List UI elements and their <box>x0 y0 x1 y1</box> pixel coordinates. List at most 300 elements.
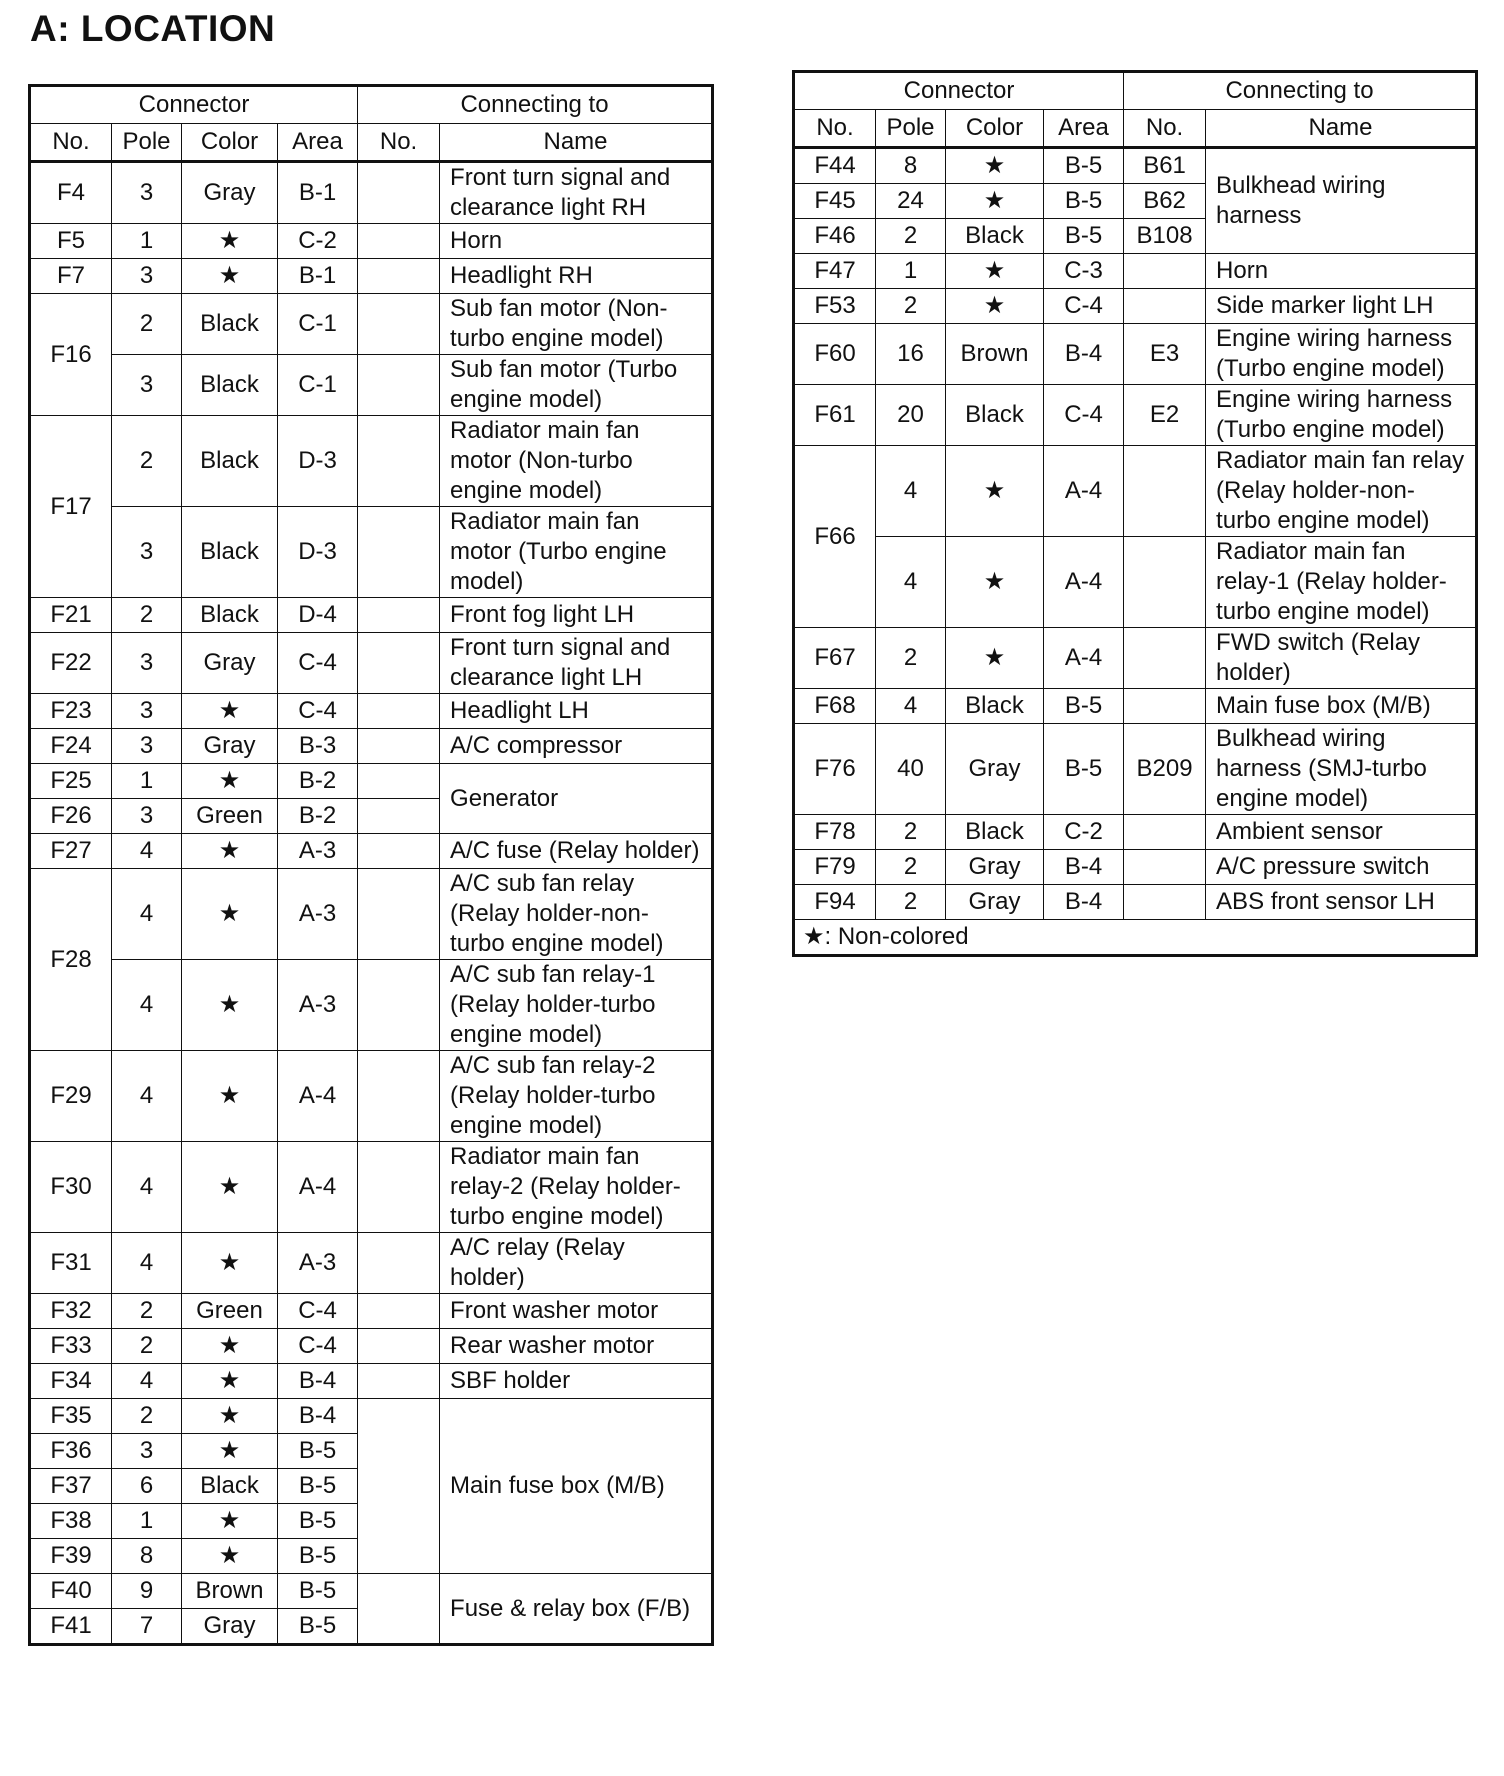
table-row <box>30 729 713 764</box>
color: ★ <box>182 1434 278 1469</box>
pole: 3 <box>112 1434 182 1469</box>
color: ★ <box>182 1329 278 1364</box>
area: C-2 <box>1044 815 1124 850</box>
table-row <box>30 869 713 960</box>
connector-no: F27 <box>30 834 112 869</box>
connector-no: F78 <box>794 815 876 850</box>
area: B-5 <box>1044 184 1124 219</box>
conn-no <box>358 694 440 729</box>
conn-no <box>358 869 440 960</box>
connector-no: F40 <box>30 1574 112 1609</box>
connector-no: F25 <box>30 764 112 799</box>
pole: 3 <box>112 729 182 764</box>
connecting-name: A/C pressure switch <box>1206 850 1477 885</box>
area: A-4 <box>278 1142 358 1233</box>
pole: 3 <box>112 507 182 598</box>
color: Black <box>946 815 1044 850</box>
connector-table-left <box>28 84 714 1646</box>
connecting-name: A/C relay (Relay holder) <box>440 1233 713 1294</box>
connecting-name: Bulkhead wiring harness (SMJ-turbo engine model) <box>1206 724 1477 815</box>
color: ★ <box>182 834 278 869</box>
connector-no: F4 <box>30 162 112 224</box>
table-row <box>30 1233 713 1294</box>
table-row <box>30 1142 713 1233</box>
connector-no: F29 <box>30 1051 112 1142</box>
conn-no: E3 <box>1124 324 1206 385</box>
pole: 24 <box>876 184 946 219</box>
connecting-name: SBF holder <box>440 1364 713 1399</box>
conn-no: E2 <box>1124 385 1206 446</box>
connecting-name: Sub fan motor (Non-turbo engine model) <box>440 294 713 355</box>
conn-no <box>358 633 440 694</box>
color: ★ <box>946 254 1044 289</box>
color: ★ <box>946 628 1044 689</box>
conn-no-column-header: No. <box>358 124 440 162</box>
color: ★ <box>182 1233 278 1294</box>
conn-no <box>1124 537 1206 628</box>
table-row <box>794 537 1477 628</box>
pole: 3 <box>112 799 182 834</box>
connector-no: F28 <box>30 869 112 1051</box>
conn-no <box>358 1364 440 1399</box>
connecting-name: A/C sub fan relay-1 (Relay holder-turbo engine model) <box>440 960 713 1051</box>
connecting-to-group-header: Connecting to <box>1124 72 1477 110</box>
table-row <box>794 324 1477 385</box>
color: ★ <box>946 289 1044 324</box>
connector-no: F35 <box>30 1399 112 1434</box>
color: ★ <box>182 1539 278 1574</box>
connector-no: F34 <box>30 1364 112 1399</box>
pole: 1 <box>112 764 182 799</box>
area: B-2 <box>278 764 358 799</box>
area: D-4 <box>278 598 358 633</box>
conn-no <box>358 1233 440 1294</box>
pole: 2 <box>876 850 946 885</box>
color: Gray <box>182 1609 278 1645</box>
connecting-name: Ambient sensor <box>1206 815 1477 850</box>
pole: 3 <box>112 355 182 416</box>
color: Gray <box>182 729 278 764</box>
connecting-name: A/C compressor <box>440 729 713 764</box>
color: Gray <box>182 633 278 694</box>
area: B-5 <box>278 1469 358 1504</box>
table-row <box>30 259 713 294</box>
color: Green <box>182 799 278 834</box>
area: C-4 <box>278 633 358 694</box>
connecting-name: Headlight RH <box>440 259 713 294</box>
connector-no: F46 <box>794 219 876 254</box>
table-row <box>30 694 713 729</box>
connector-no: F61 <box>794 385 876 446</box>
pole: 4 <box>876 446 946 537</box>
area: B-5 <box>1044 148 1124 184</box>
color: ★ <box>182 694 278 729</box>
area: C-4 <box>278 1294 358 1329</box>
conn-no <box>358 1399 440 1574</box>
pole: 1 <box>112 1504 182 1539</box>
table-row <box>794 815 1477 850</box>
table-row <box>30 162 713 224</box>
area: A-4 <box>1044 628 1124 689</box>
table-row <box>794 628 1477 689</box>
connector-no: F53 <box>794 289 876 324</box>
conn-no <box>358 294 440 355</box>
table-row <box>30 960 713 1051</box>
area: A-4 <box>1044 446 1124 537</box>
connector-no: F30 <box>30 1142 112 1233</box>
connecting-name: Headlight LH <box>440 694 713 729</box>
area: C-4 <box>278 1329 358 1364</box>
connecting-name: Horn <box>440 224 713 259</box>
pole: 2 <box>876 289 946 324</box>
connector-no: F45 <box>794 184 876 219</box>
color: Gray <box>946 885 1044 920</box>
area: A-3 <box>278 834 358 869</box>
area-column-header: Area <box>1044 110 1124 148</box>
area: B-5 <box>278 1574 358 1609</box>
color: Black <box>946 219 1044 254</box>
connector-no: F67 <box>794 628 876 689</box>
connector-no: F79 <box>794 850 876 885</box>
area: B-1 <box>278 162 358 224</box>
pole: 2 <box>876 628 946 689</box>
connecting-name: FWD switch (Relay holder) <box>1206 628 1477 689</box>
table-row <box>794 724 1477 815</box>
color-column-header: Color <box>182 124 278 162</box>
pole: 1 <box>112 224 182 259</box>
color: ★ <box>182 960 278 1051</box>
color: ★ <box>182 764 278 799</box>
connector-no: F38 <box>30 1504 112 1539</box>
pole: 2 <box>112 1399 182 1434</box>
conn-no <box>1124 815 1206 850</box>
table-row <box>30 1399 713 1434</box>
connector-no: F23 <box>30 694 112 729</box>
connector-no: F22 <box>30 633 112 694</box>
pole: 4 <box>112 869 182 960</box>
conn-no <box>358 355 440 416</box>
conn-no <box>358 162 440 224</box>
connector-no: F76 <box>794 724 876 815</box>
conn-no <box>358 598 440 633</box>
connecting-name: Main fuse box (M/B) <box>1206 689 1477 724</box>
connecting-name: Radiator main fan relay-1 (Relay holder-turbo engine model) <box>1206 537 1477 628</box>
conn-no <box>1124 885 1206 920</box>
connecting-name: Front washer motor <box>440 1294 713 1329</box>
connecting-name: Radiator main fan relay-2 (Relay holder-turbo engine model) <box>440 1142 713 1233</box>
area: C-3 <box>1044 254 1124 289</box>
pole: 2 <box>112 294 182 355</box>
table-row <box>30 598 713 633</box>
connecting-name: Horn <box>1206 254 1477 289</box>
color: ★ <box>182 224 278 259</box>
area: A-3 <box>278 869 358 960</box>
pole: 9 <box>112 1574 182 1609</box>
table-row <box>794 689 1477 724</box>
name-column-header: Name <box>440 124 713 162</box>
table-row <box>30 1364 713 1399</box>
conn-no <box>1124 446 1206 537</box>
connecting-name: Engine wiring harness (Turbo engine model) <box>1206 324 1477 385</box>
color: ★ <box>946 184 1044 219</box>
area: D-3 <box>278 507 358 598</box>
color: Brown <box>946 324 1044 385</box>
pole-column-header: Pole <box>876 110 946 148</box>
table-row <box>30 1329 713 1364</box>
area: C-1 <box>278 355 358 416</box>
color: Black <box>946 385 1044 446</box>
connector-no: F7 <box>30 259 112 294</box>
conn-no <box>1124 289 1206 324</box>
area: B-4 <box>278 1399 358 1434</box>
connecting-name: Front turn signal and clearance light LH <box>440 633 713 694</box>
connecting-name: A/C fuse (Relay holder) <box>440 834 713 869</box>
connecting-name: Radiator main fan relay (Relay holder-non-turbo engine model) <box>1206 446 1477 537</box>
connecting-name-bulkhead: Bulkhead wiring harness <box>1206 148 1477 254</box>
pole: 2 <box>112 416 182 507</box>
connecting-name-generator: Generator <box>440 764 713 834</box>
connecting-name: A/C sub fan relay (Relay holder-non-turbo engine model) <box>440 869 713 960</box>
conn-no <box>358 416 440 507</box>
color: ★ <box>946 446 1044 537</box>
area: A-3 <box>278 1233 358 1294</box>
area: B-2 <box>278 799 358 834</box>
area: B-4 <box>1044 850 1124 885</box>
pole: 8 <box>876 148 946 184</box>
conn-no <box>1124 850 1206 885</box>
connecting-name: Front turn signal and clearance light RH <box>440 162 713 224</box>
connector-no: F41 <box>30 1609 112 1645</box>
area-column-header: Area <box>278 124 358 162</box>
area: C-4 <box>1044 385 1124 446</box>
connector-group-header: Connector <box>30 86 358 124</box>
connector-no: F31 <box>30 1233 112 1294</box>
pole: 3 <box>112 694 182 729</box>
page-title: A: LOCATION <box>30 8 276 49</box>
connector-no: F47 <box>794 254 876 289</box>
connecting-name: Radiator main fan motor (Non-turbo engine model) <box>440 416 713 507</box>
table-row <box>794 254 1477 289</box>
area: B-5 <box>1044 689 1124 724</box>
connector-no: F17 <box>30 416 112 598</box>
pole: 40 <box>876 724 946 815</box>
connector-no: F16 <box>30 294 112 416</box>
connector-no: F32 <box>30 1294 112 1329</box>
pole: 8 <box>112 1539 182 1574</box>
table-row <box>794 850 1477 885</box>
color: Black <box>182 598 278 633</box>
connector-no: F94 <box>794 885 876 920</box>
pole: 2 <box>876 815 946 850</box>
table-row <box>794 289 1477 324</box>
conn-no <box>358 507 440 598</box>
color: Black <box>182 1469 278 1504</box>
connecting-name: Sub fan motor (Turbo engine model) <box>440 355 713 416</box>
connecting-name-fuse-relay-box: Fuse & relay box (F/B) <box>440 1574 713 1645</box>
area: B-5 <box>1044 724 1124 815</box>
conn-no <box>358 1294 440 1329</box>
color: Black <box>182 355 278 416</box>
connecting-name: A/C sub fan relay-2 (Relay holder-turbo engine model) <box>440 1051 713 1142</box>
pole: 2 <box>112 1329 182 1364</box>
connecting-name: ABS front sensor LH <box>1206 885 1477 920</box>
conn-no <box>358 799 440 834</box>
no-column-header: No. <box>30 124 112 162</box>
connecting-name: Rear washer motor <box>440 1329 713 1364</box>
table-row <box>794 385 1477 446</box>
conn-no <box>358 1329 440 1364</box>
area: C-1 <box>278 294 358 355</box>
color-column-header: Color <box>946 110 1044 148</box>
area: A-4 <box>1044 537 1124 628</box>
connector-table-right <box>792 70 1478 957</box>
pole: 7 <box>112 1609 182 1645</box>
connector-no: F60 <box>794 324 876 385</box>
color: Brown <box>182 1574 278 1609</box>
table-row <box>30 355 713 416</box>
color: Black <box>182 416 278 507</box>
color: Gray <box>946 850 1044 885</box>
table-row <box>30 416 713 507</box>
color: ★ <box>946 148 1044 184</box>
area: A-3 <box>278 960 358 1051</box>
connector-no: F44 <box>794 148 876 184</box>
conn-no <box>1124 628 1206 689</box>
connecting-name-main-fuse-box: Main fuse box (M/B) <box>440 1399 713 1574</box>
connector-no: F26 <box>30 799 112 834</box>
area: B-5 <box>1044 219 1124 254</box>
area: C-4 <box>278 694 358 729</box>
color: ★ <box>182 1364 278 1399</box>
footnote-non-colored: ★: Non-colored <box>794 920 1477 956</box>
table-row <box>30 507 713 598</box>
conn-no <box>358 1142 440 1233</box>
pole: 4 <box>112 1233 182 1294</box>
no-column-header: No. <box>794 110 876 148</box>
pole: 4 <box>112 960 182 1051</box>
area: B-5 <box>278 1539 358 1574</box>
conn-no <box>358 834 440 869</box>
color: ★ <box>182 1051 278 1142</box>
table-row <box>794 148 1477 184</box>
table-row <box>794 446 1477 537</box>
pole: 2 <box>876 885 946 920</box>
connector-no: F39 <box>30 1539 112 1574</box>
connector-no: F66 <box>794 446 876 628</box>
pole: 4 <box>876 689 946 724</box>
color: Gray <box>182 162 278 224</box>
color: ★ <box>182 1399 278 1434</box>
pole: 4 <box>112 1142 182 1233</box>
conn-no <box>1124 689 1206 724</box>
area: B-4 <box>1044 885 1124 920</box>
table-row <box>30 1294 713 1329</box>
connector-no: F5 <box>30 224 112 259</box>
color: Green <box>182 1294 278 1329</box>
conn-no-column-header: No. <box>1124 110 1206 148</box>
area: B-3 <box>278 729 358 764</box>
conn-no: B62 <box>1124 184 1206 219</box>
pole: 4 <box>112 834 182 869</box>
connector-no: F36 <box>30 1434 112 1469</box>
color: Black <box>182 507 278 598</box>
conn-no <box>358 259 440 294</box>
connecting-name: Front fog light LH <box>440 598 713 633</box>
color: Black <box>946 689 1044 724</box>
conn-no <box>358 764 440 799</box>
area: B-4 <box>1044 324 1124 385</box>
conn-no <box>1124 254 1206 289</box>
conn-no <box>358 729 440 764</box>
name-column-header: Name <box>1206 110 1477 148</box>
table-row <box>30 224 713 259</box>
conn-no: B61 <box>1124 148 1206 184</box>
connector-no: F24 <box>30 729 112 764</box>
connector-group-header: Connector <box>794 72 1124 110</box>
connector-no: F33 <box>30 1329 112 1364</box>
area: B-5 <box>278 1609 358 1645</box>
area: C-4 <box>1044 289 1124 324</box>
connecting-to-group-header: Connecting to <box>358 86 713 124</box>
conn-no <box>358 960 440 1051</box>
pole: 2 <box>112 1294 182 1329</box>
pole: 1 <box>876 254 946 289</box>
area: A-4 <box>278 1051 358 1142</box>
connecting-name: Radiator main fan motor (Turbo engine model) <box>440 507 713 598</box>
pole: 3 <box>112 259 182 294</box>
pole: 2 <box>112 598 182 633</box>
connecting-name: Side marker light LH <box>1206 289 1477 324</box>
area: B-5 <box>278 1504 358 1539</box>
connecting-name: Engine wiring harness (Turbo engine model) <box>1206 385 1477 446</box>
area: B-1 <box>278 259 358 294</box>
area: D-3 <box>278 416 358 507</box>
legend-row <box>794 920 1477 956</box>
pole: 20 <box>876 385 946 446</box>
pole: 16 <box>876 324 946 385</box>
connector-no: F37 <box>30 1469 112 1504</box>
pole: 6 <box>112 1469 182 1504</box>
color: Black <box>182 294 278 355</box>
table-row <box>30 1574 713 1609</box>
pole: 2 <box>876 219 946 254</box>
color: ★ <box>182 259 278 294</box>
conn-no <box>358 224 440 259</box>
conn-no <box>358 1051 440 1142</box>
color: ★ <box>946 537 1044 628</box>
area: B-5 <box>278 1434 358 1469</box>
table-row <box>30 294 713 355</box>
area: C-2 <box>278 224 358 259</box>
connector-no: F68 <box>794 689 876 724</box>
color: ★ <box>182 1142 278 1233</box>
pole: 4 <box>112 1051 182 1142</box>
connector-no: F21 <box>30 598 112 633</box>
conn-no: B108 <box>1124 219 1206 254</box>
pole-column-header: Pole <box>112 124 182 162</box>
area: B-4 <box>278 1364 358 1399</box>
pole: 3 <box>112 633 182 694</box>
conn-no: B209 <box>1124 724 1206 815</box>
pole: 4 <box>876 537 946 628</box>
pole: 3 <box>112 162 182 224</box>
table-row <box>794 885 1477 920</box>
color: ★ <box>182 1504 278 1539</box>
pole: 4 <box>112 1364 182 1399</box>
color: ★ <box>182 869 278 960</box>
table-row <box>30 1051 713 1142</box>
conn-no <box>358 1574 440 1645</box>
